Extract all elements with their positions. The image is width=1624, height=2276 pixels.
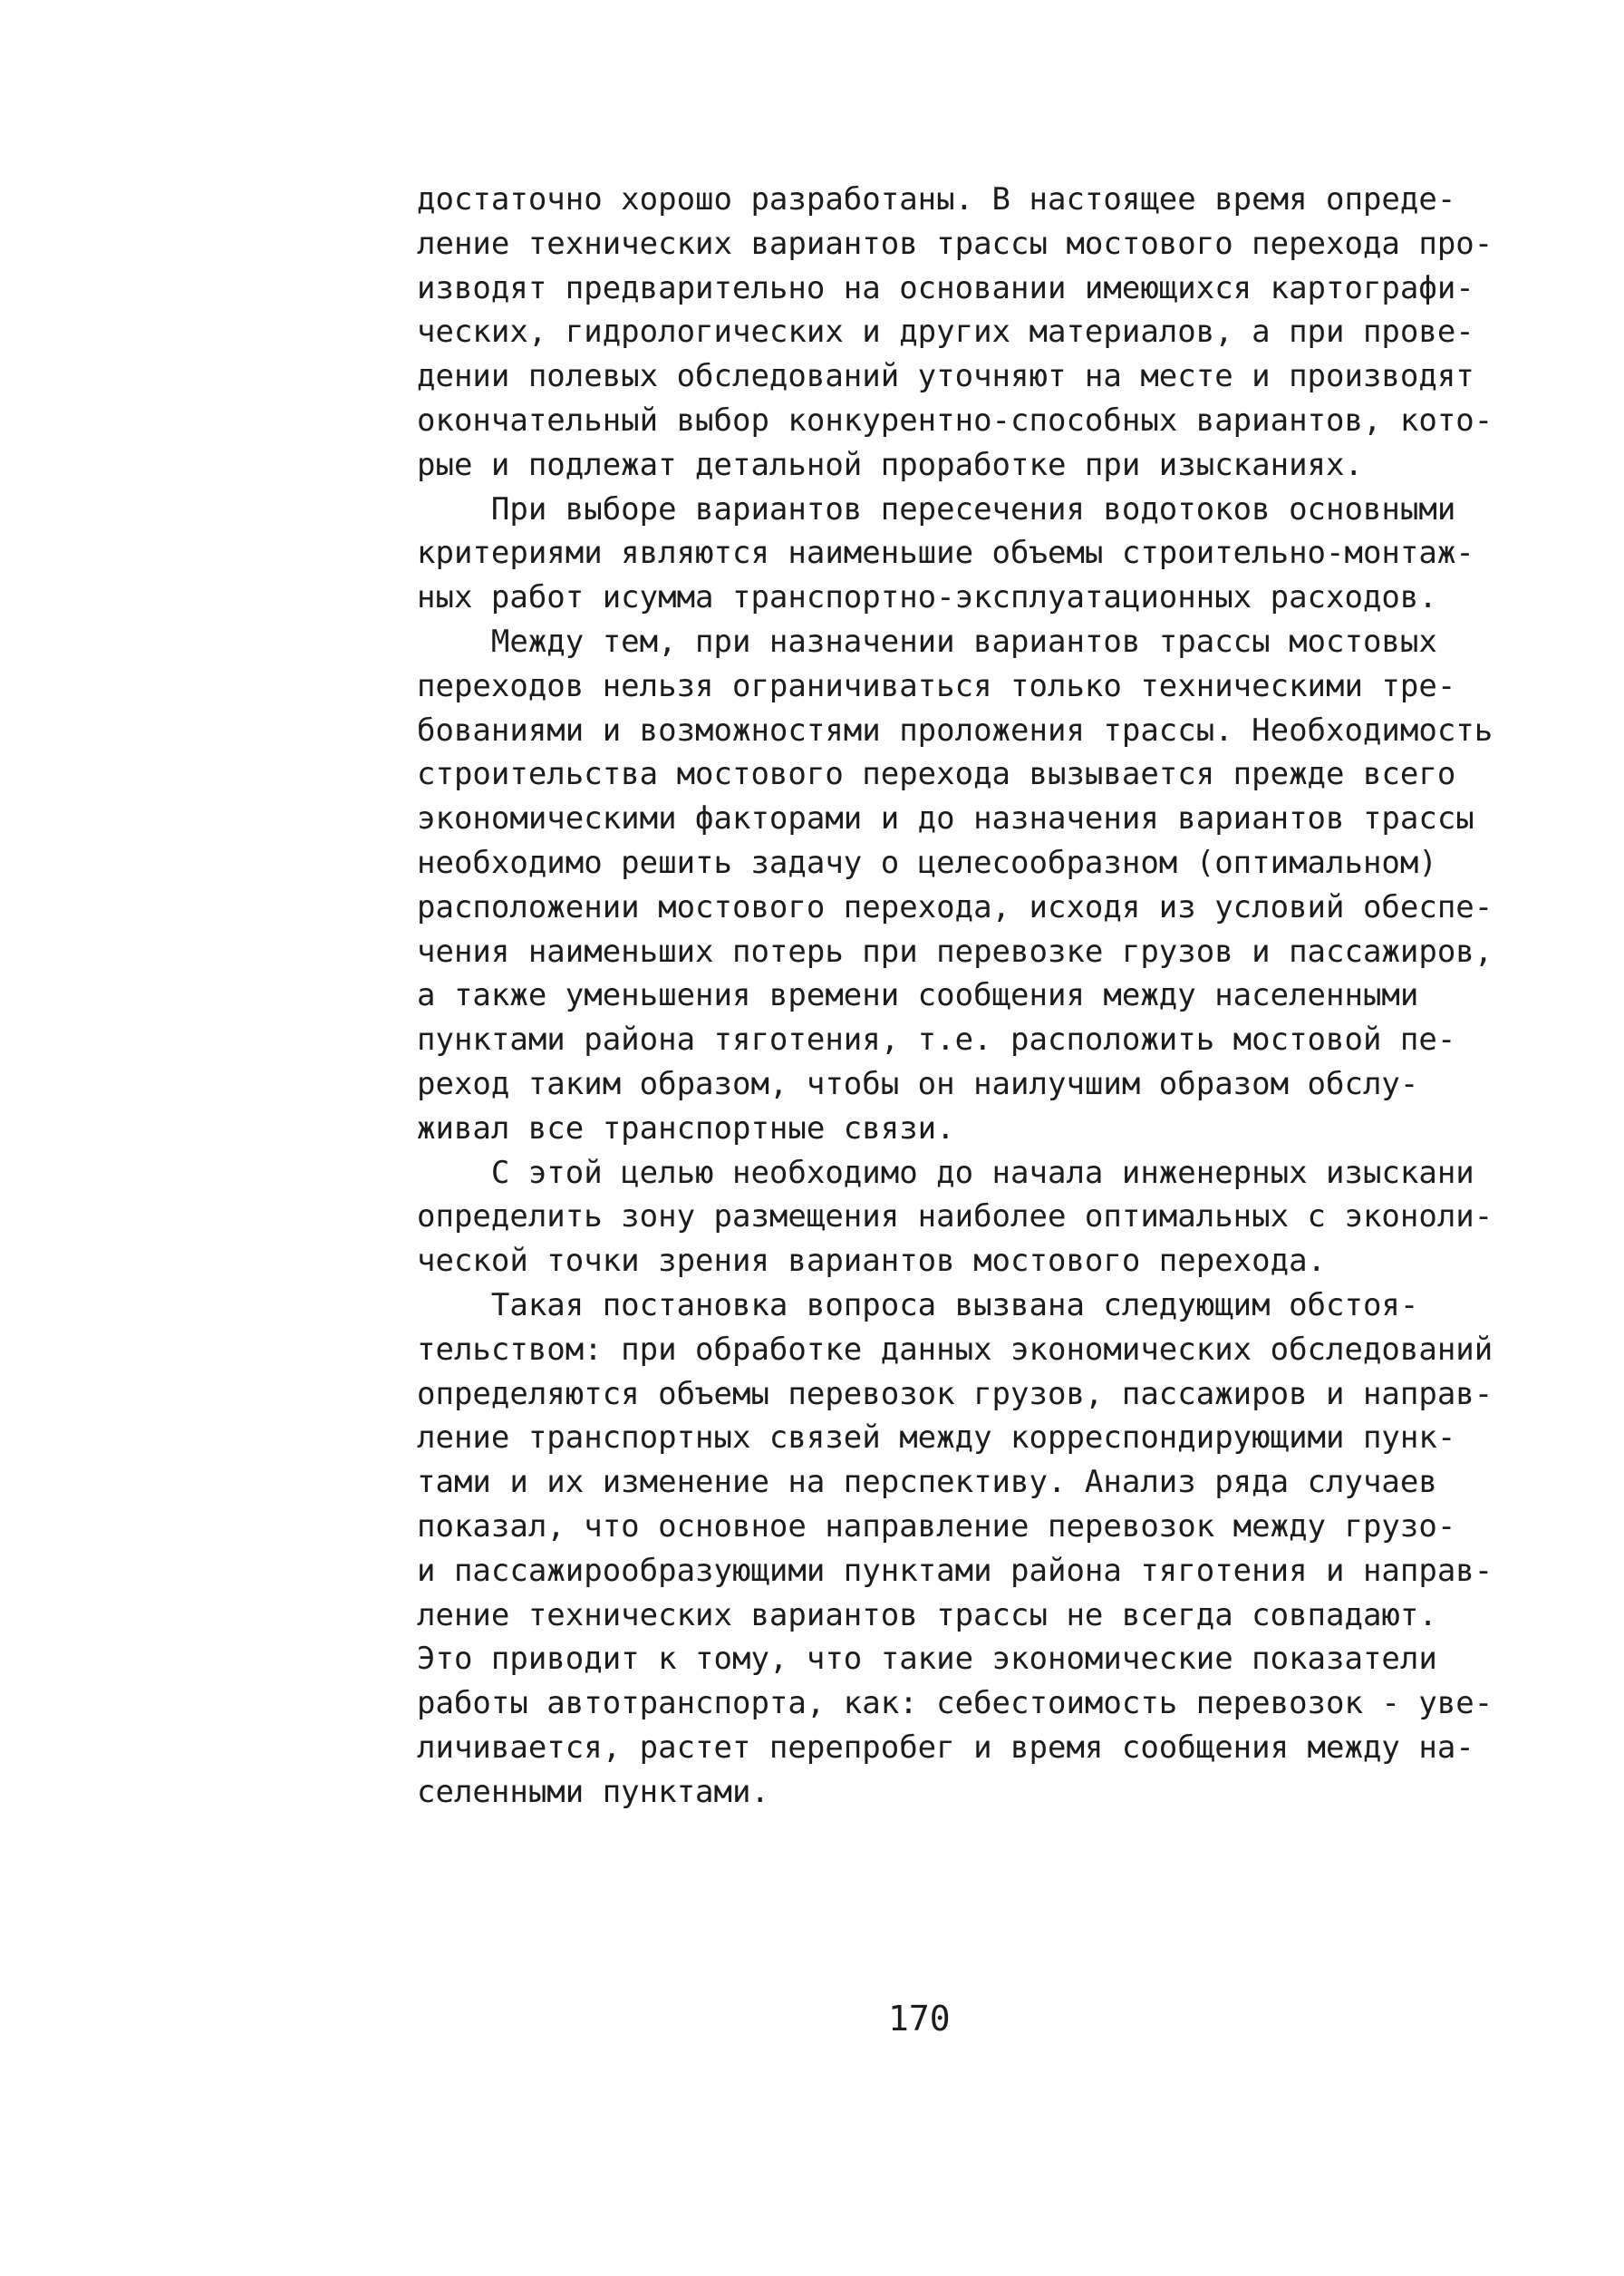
text-line: чения наименьших потерь при перевозке грузов и пассажиров, bbox=[417, 933, 1494, 970]
text-line: и пассажирообразующими пунктами района тяготения и направ- bbox=[417, 1552, 1494, 1589]
text-line: переходов нельзя ограничиваться только техническими тре- bbox=[417, 667, 1456, 704]
text-line: а также уменьшения времени сообщения между населенными bbox=[417, 977, 1419, 1014]
text-line: дении полевых обследований уточняют на месте и производят bbox=[417, 358, 1474, 395]
page-number: 170 bbox=[888, 1999, 951, 2039]
text-line: окончательный выбор конкурентно-способных вариантов, кото- bbox=[417, 402, 1494, 439]
text-line: строительства мостового перехода вызывается прежде всего bbox=[417, 756, 1456, 793]
text-line: расположении мостового перехода, исходя из условий обеспе- bbox=[417, 888, 1494, 925]
text-line: определяются объемы перевозок грузов, пассажиров и направ- bbox=[417, 1375, 1494, 1412]
text-line: определить зону размещения наиболее оптимальных с эконоли- bbox=[417, 1198, 1494, 1235]
text-line: ление транспортных связей между корреспондирующими пунк- bbox=[417, 1419, 1456, 1457]
text-line: Такая постановка вопроса вызвана следующим обстоя- bbox=[417, 1286, 1419, 1323]
text-line: ческих, гидрологических и других материалов, а при прове- bbox=[417, 314, 1474, 351]
text-line: изводят предварительно на основании имеющихся картографи- bbox=[417, 269, 1474, 306]
text-line: тельством: при обработке данных экономических обследований bbox=[417, 1331, 1494, 1368]
text-line: ческой точки зрения вариантов мостового перехода. bbox=[417, 1243, 1327, 1280]
text-line: показал, что основное направление перевозок между грузо- bbox=[417, 1507, 1456, 1545]
text-line: пунктами района тяготения, т.е. расположить мостовой пе- bbox=[417, 1022, 1456, 1059]
text-line: работы автотранспорта, как: себестоимость перевозок - уве- bbox=[417, 1685, 1494, 1722]
text-line: достаточно хорошо разработаны. В настоящее время опреде- bbox=[417, 181, 1456, 218]
body-text bbox=[417, 178, 1559, 1814]
text-line: личивается, растет перепробег и время сообщения между на- bbox=[417, 1729, 1474, 1766]
text-line: С этой целью необходимо до начала инженерных изыскани bbox=[417, 1154, 1474, 1191]
text-line: критериями являются наименьшие объемы строительно-монтаж- bbox=[417, 535, 1474, 572]
text-line: живал все транспортные связи. bbox=[417, 1109, 955, 1147]
text-line: бованиями и возможностями проложения трассы. Необходимость bbox=[417, 712, 1494, 749]
text-line: селенными пунктами. bbox=[417, 1773, 769, 1810]
text-line: ных работ исумма транспортно-эксплуатационных расходов. bbox=[417, 579, 1437, 616]
text-line: Это приводит к тому, что такие экономические показатели bbox=[417, 1641, 1437, 1678]
text-line: Между тем, при назначении вариантов трассы мостовых bbox=[417, 623, 1437, 660]
text-line: реход таким образом, чтобы он наилучшим образом обслу- bbox=[417, 1065, 1419, 1102]
text-line: рые и подлежат детальной проработке при изысканиях. bbox=[417, 446, 1363, 483]
text-line: тами и их изменение на перспективу. Анализ ряда случаев bbox=[417, 1464, 1437, 1501]
text-line: экономическими факторами и до назначения вариантов трассы bbox=[417, 800, 1474, 838]
text-line: При выборе вариантов пересечения водотоков основными bbox=[417, 490, 1456, 528]
text-line: ление технических вариантов трассы мостового перехода про- bbox=[417, 225, 1494, 262]
text-line: ление технических вариантов трассы не всегда совпадают. bbox=[417, 1596, 1437, 1633]
text-line: необходимо решить задачу о целесообразном (оптимальном) bbox=[417, 844, 1437, 881]
